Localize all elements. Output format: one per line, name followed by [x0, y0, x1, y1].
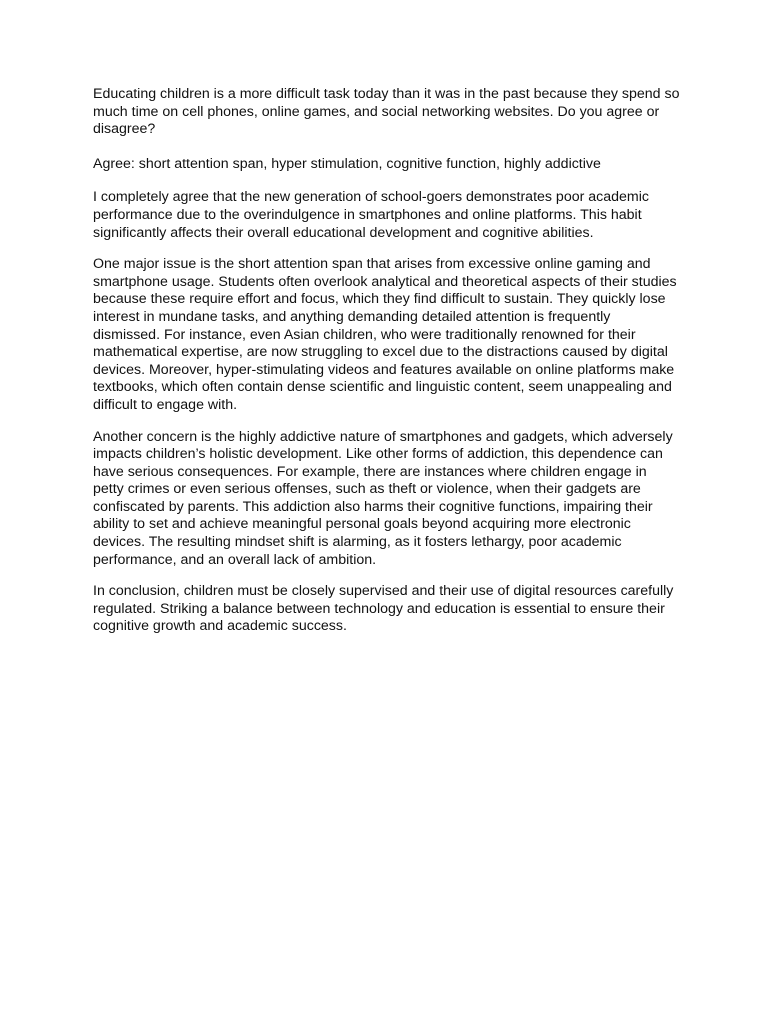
essay-prompt: Educating children is a more difficult task today than it was in the past because they spend so much time on cell phones, online games, and social networking websites. Do you agree or disagree? [93, 86, 680, 138]
paragraph-attention-span: One major issue is the short attention span that arises from excessive online gaming and smartphone usage. Students often overlook analytical and theoretical aspects of their studies because these require effort and focus, which they find difficult to sustain. They quickly lose interest in mundane tasks, and anything demanding detailed attention is frequently dismissed. For instance, even Asian children, who were traditionally renowned for their mathematical expertise, are now struggling to excel due to the distractions caused by digital devices. Moreover, hyper-stimulating videos and features available on online platforms make textbooks, which often contain dense scientific and linguistic content, seem unappealing and difficult to engage with. [93, 256, 677, 413]
stance-points: Agree: short attention span, hyper stimulation, cognitive function, highly addictive [93, 155, 601, 172]
paragraph-addiction: Another concern is the highly addictive nature of smartphones and gadgets, which adversely impacts children’s holistic development. Like other forms of addiction, this dependence can have serious consequences. For example, there are instances where children engage in petty crimes or even serious offenses, such as theft or violence, when their gadgets are confiscated by parents. This addiction also harms their cognitive functions, impairing their ability to set and achieve meaningful personal goals beyond acquiring more electronic devices. The resulting mindset shift is alarming, as it fosters lethargy, poor academic performance, and an overall lack of ambition. [93, 428, 673, 568]
paragraph-introduction: I completely agree that the new generation of school-goers demonstrates poor academic performance due to the overindulgence in smartphones and online platforms. This habit significantly affects their overall educational development and cognitive abilities. [93, 189, 649, 241]
essay-body [93, 86, 680, 636]
paragraph-conclusion: In conclusion, children must be closely supervised and their use of digital resources carefully regulated. Striking a balance between technology and education is essential to ensure their cognitive growth and academic success. [93, 583, 674, 635]
